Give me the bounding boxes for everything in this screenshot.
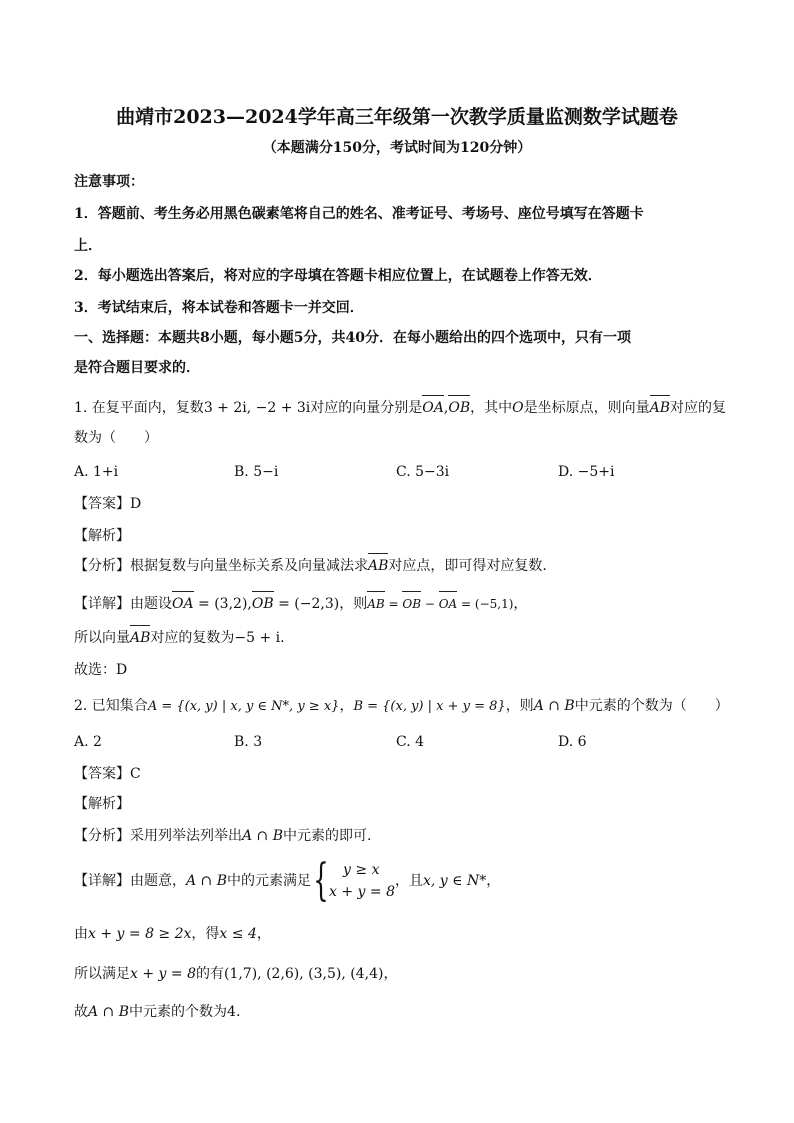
notice-item-2: 2．每小题选出答案后，将对应的字母填在答题卡相应位置上，在试题卷上作答无效．	[74, 268, 602, 284]
q1-xiangjie: 【详解】由题设OA = (3,2),OB = (−2,3)，则AB = OB − OA = (−5,1)，	[74, 596, 528, 612]
q1-stem: 1. 在复平面内，复数3 + 2i, −2 + 3i对应的向量分别是OA,OB，其中O是坐标原点，则向量AB对应的复	[74, 400, 726, 416]
q2-option-a: A. 2	[74, 734, 102, 750]
section-heading-cont: 是符合题目要求的．	[74, 360, 200, 376]
q2-option-c: C. 4	[396, 734, 425, 750]
q1-answer: 【答案】D	[74, 496, 142, 512]
q2-step-2: 所以满足x + y = 8的有(1,7), (2,6), (3,5), (4,4)，	[74, 966, 398, 982]
q1-option-c: C. 5−3i	[396, 464, 450, 480]
q1-option-b: B. 5−i	[234, 464, 279, 480]
system-brace: {	[313, 855, 329, 906]
notice-item-1-cont: 上．	[74, 238, 102, 254]
section-heading: 一、选择题：本题共8小题，每小题5分，共40分．在每小题给出的四个选项中，只有一项	[74, 330, 631, 346]
q1-choose: 故选：D	[74, 662, 128, 678]
q1-conclusion: 所以向量AB对应的复数为−5 + i.	[74, 630, 285, 646]
q1-analysis-label: 【解析】	[74, 528, 130, 544]
notice-heading: 注意事项：	[74, 174, 144, 190]
page-title: 曲靖市2023—2024学年高三年级第一次教学质量监测数学试题卷	[116, 106, 678, 128]
q2-xiangjie: 【详解】由题意，A ∩ B中的元素满足{ y ≥ x x + y = 8 ，且x, y ∈ N*，	[74, 855, 501, 906]
q1-option-d: D. −5+i	[558, 464, 615, 480]
q2-step-1: 由x + y = 8 ≥ 2x，得x ≤ 4，	[74, 926, 271, 942]
q2-answer: 【答案】C	[74, 766, 141, 782]
q1-option-a: A. 1+i	[74, 464, 119, 480]
q1-stem-cont: 数为（ ）	[74, 430, 158, 446]
q2-stem: 2. 已知集合A = {(x, y) | x, y ∈ N*, y ≥ x}，B = {(x, y) | x + y = 8}，则A ∩ B中元素的个数为（ ）	[74, 698, 729, 714]
q2-fenxi: 【分析】采用列举法列举出A ∩ B中元素的即可.	[74, 828, 372, 844]
notice-item-3: 3．考试结束后，将本试卷和答题卡一并交回．	[74, 300, 364, 316]
page-subtitle: （本题满分150分，考试时间为120分钟）	[262, 140, 532, 156]
q1-fenxi: 【分析】根据复数与向量坐标关系及向量减法求AB对应点，即可得对应复数.	[74, 558, 547, 574]
notice-item-1: 1．答题前、考生务必用黑色碳素笔将自己的姓名、准考证号、考场号、座位号填写在答题卡	[74, 206, 644, 222]
q2-analysis-label: 【解析】	[74, 796, 130, 812]
q2-step-3: 故A ∩ B中元素的个数为4.	[74, 1004, 241, 1020]
equation-system: y ≥ x x + y = 8	[329, 862, 396, 900]
q2-option-d: D. 6	[558, 734, 587, 750]
q2-option-b: B. 3	[234, 734, 263, 750]
